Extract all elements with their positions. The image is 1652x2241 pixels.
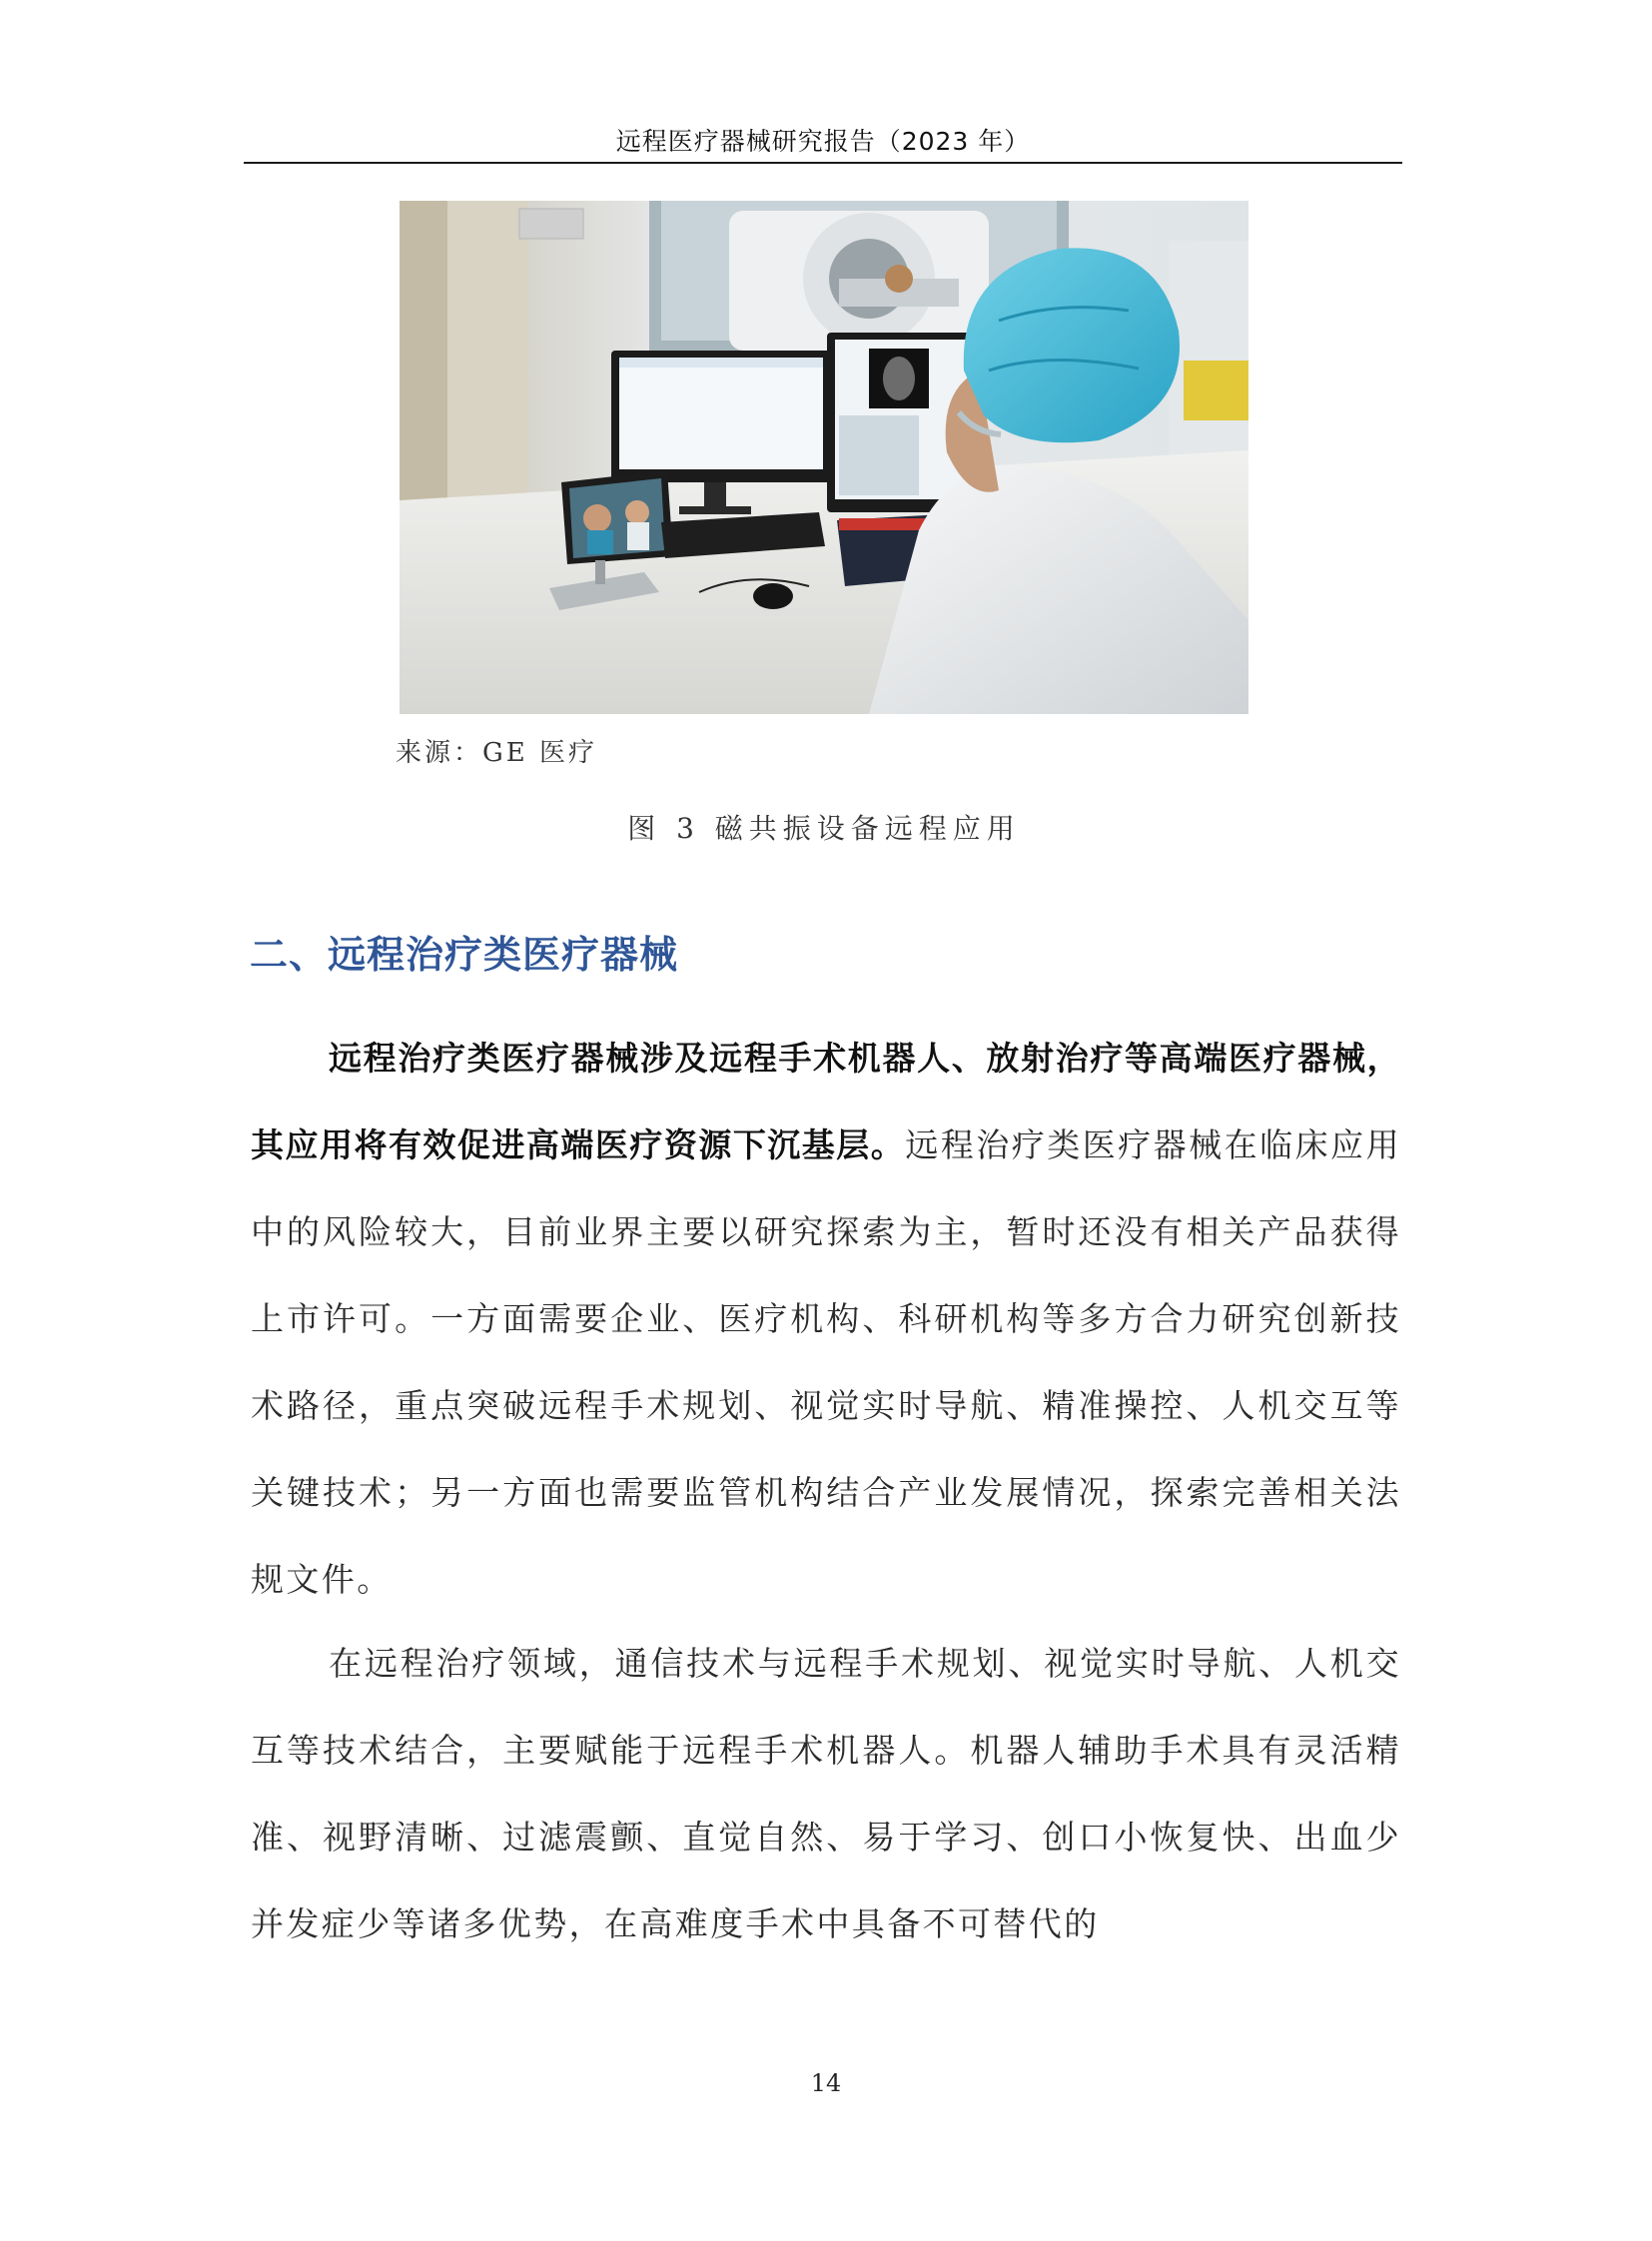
paragraph-2-body: 在远程治疗领域，通信技术与远程手术规划、视觉实时导航、人机交互等技术结合，主要赋能于远程手术机器人。机器人辅助手术具有灵活精准、视野清晰、过滤震颤、直觉自然、易于学习、创口小恢复快、出血少并发症少等诸多优势，在高难度手术中具备不可替代的: [251, 1644, 1401, 1943]
paragraph-1-lead: 远程治疗类医疗器械涉及远程手术机器人、放射治疗等高端医疗器械，其应用将有效促进高端医疗资源下沉基层。: [251, 1039, 1401, 1164]
paragraph-2: [251, 1620, 1401, 1967]
paragraph-1: [251, 1015, 1401, 1623]
paragraph-1-body: 远程治疗类医疗器械在临床应用中的风险较大，目前业界主要以研究探索为主，暂时还没有相关产品获得上市许可。一方面需要企业、医疗机构、科研机构等多方合力研究创新技术路径，重点突破远程手术规划、视觉实时导航、精准操控、人机交互等关键技术；另一方面也需要监管机构结合产业发展情况，探索完善相关法规文件。: [251, 1125, 1401, 1599]
figure-caption: 图 3 磁共振设备远程应用: [627, 812, 1021, 845]
section-heading: 二、远程治疗类医疗器械: [250, 933, 679, 977]
mri-remote-operation-photo: [400, 201, 1248, 714]
running-header: 远程医疗器械研究报告（2023 年）: [615, 127, 1031, 156]
figure-source: 来源：GE 医疗: [396, 738, 598, 768]
header-rule: [244, 162, 1402, 164]
page-number: 14: [810, 2069, 842, 2097]
